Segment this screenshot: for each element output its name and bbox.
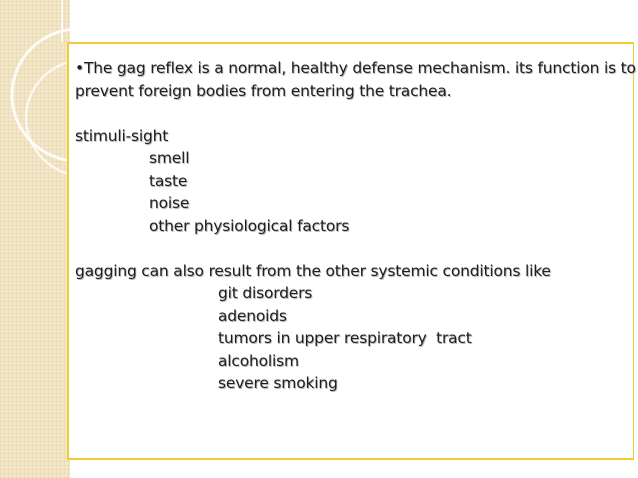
- stimuli-item: other physiological factors: [149, 216, 350, 235]
- decorative-side-band: [0, 0, 70, 478]
- slide-text-body: [75, 57, 636, 395]
- decorative-circles-icon: [0, 0, 70, 478]
- condition-item: tumors in upper respiratory tract: [218, 329, 472, 347]
- spacer: [75, 237, 630, 260]
- stimuli-item: noise: [149, 194, 190, 212]
- stimuli-item: taste: [149, 171, 188, 190]
- gagging-heading: gagging can also result from the other systemic conditions like: [75, 261, 551, 280]
- condition-item: adenoids: [218, 306, 287, 325]
- stimuli-item: smell: [149, 149, 190, 167]
- condition-item: severe smoking: [218, 374, 338, 392]
- intro-line-2: prevent foreign bodies from entering the trachea.: [75, 81, 452, 100]
- spacer: [75, 102, 630, 125]
- intro-line-1: •The gag reflex is a normal, healthy defense mechanism. its function is to: [75, 59, 636, 77]
- stimuli-heading: stimuli-sight: [75, 126, 169, 145]
- condition-item: alcoholism: [218, 351, 299, 370]
- condition-item: git disorders: [218, 284, 313, 302]
